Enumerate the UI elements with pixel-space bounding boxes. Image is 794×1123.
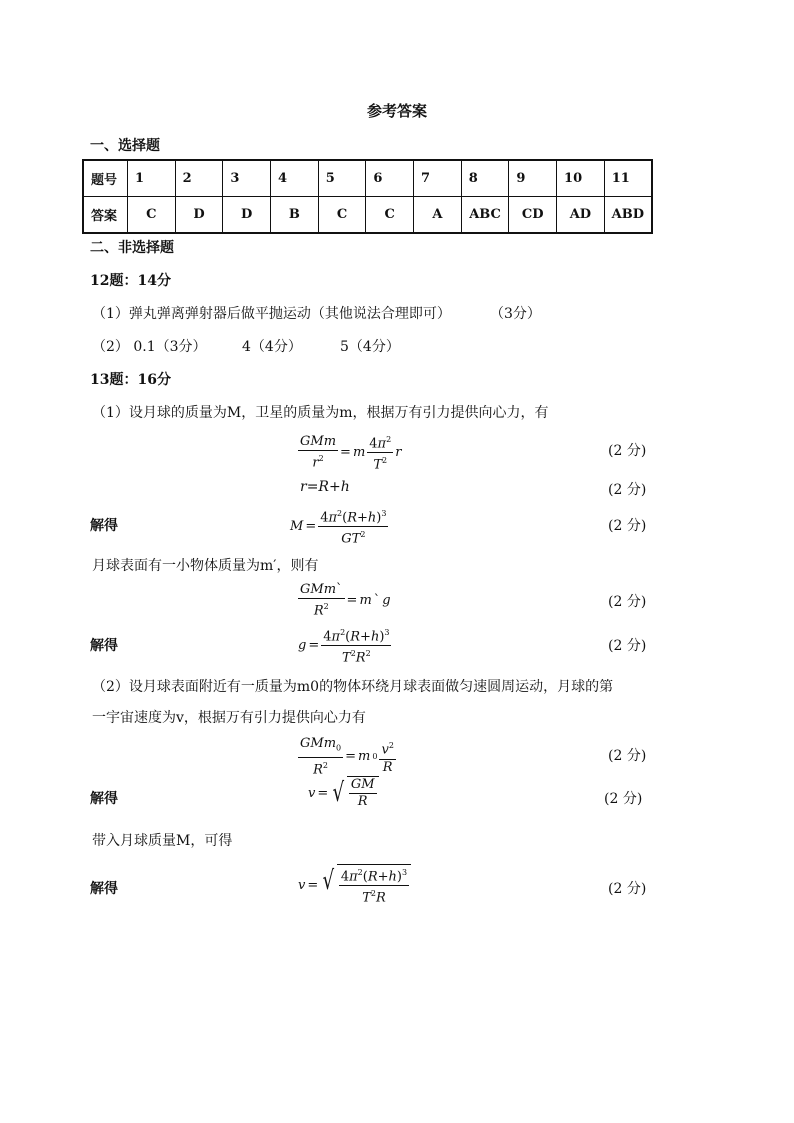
solve-label: 解得 [90,791,118,807]
q13-paragraph-1: （1）设月球的质量为M，卫星的质量为m，根据万有引力提供向心力，有 [92,405,549,421]
eq1-score: (2 分) [608,443,647,459]
q12-line2-c: 5（4分） [340,339,400,355]
q12-line2-a: （2） 0.1（3分） [92,339,207,355]
solve-label: 解得 [90,881,118,897]
eq7-score: (2 分) [604,791,643,807]
question-number-cell: 9 [509,160,557,197]
question-number-cell: 2 [175,160,223,197]
equation-velocity-sqrt: v = √ $\frac{GM}{R}$ [308,776,379,810]
question-number-cell: 10 [557,160,605,197]
eq5-score: (2 分) [608,638,647,654]
question-number-cell: 11 [604,160,652,197]
question-number-cell: 1 [128,160,176,197]
answer-cell: ABD [604,197,652,234]
eq2-score: (2 分) [608,482,647,498]
section-heading-nonchoice: 二、非选择题 [90,240,174,256]
question-number-cell: 7 [414,160,462,197]
answer-table [82,159,653,234]
equation-first-cosmic-velocity: $\frac{GMm_0}{R^2}$ = m 0 $\frac{v^2}{R}$ [300,736,394,777]
q12-heading: 12题：14分 [90,273,171,289]
table-header-cell: 题号 [83,160,128,197]
answer-table-row-answers [83,197,652,234]
answer-cell: AD [557,197,605,234]
answer-cell: D [175,197,223,234]
answer-cell: A [414,197,462,234]
equation-orbit-radius: r=R+h [300,479,350,495]
q13-paragraph-3-line1: （2）设月球表面附近有一质量为m0的物体环绕月球表面做匀速圆周运动，月球的第 [92,679,614,695]
answer-table-row-numbers [83,160,652,197]
q13-paragraph-3-line2: 一宇宙速度为v，根据万有引力提供向心力有 [92,710,366,726]
answer-cell: D [223,197,271,234]
answer-cell: C [318,197,366,234]
answer-cell: ABC [461,197,509,234]
table-header-cell: 答案 [83,197,128,234]
eq8-score: (2 分) [608,881,647,897]
equation-surface-gravity: $\frac{\text{GMm`}}{R^2}$ = m ` g [300,582,391,619]
solve-label: 解得 [90,638,118,654]
answer-cell: C [366,197,414,234]
q13-paragraph-2: 月球表面有一小物体质量为m′，则有 [92,558,319,574]
q12-line1-score: （3分） [490,306,541,322]
q13-heading: 13题：16分 [90,372,171,388]
question-number-cell: 8 [461,160,509,197]
eq4-score: (2 分) [608,594,647,610]
question-number-cell: 6 [366,160,414,197]
equation-surface-g: g = $\frac{4\pi^2(R+h)^3}{T^2R^2}$ [298,625,391,667]
section-heading-choice: 一、选择题 [90,138,160,154]
solve-label: 解得 [90,518,118,534]
eq6-score: (2 分) [608,748,647,764]
question-number-cell: 3 [223,160,271,197]
eq3-score: (2 分) [608,518,647,534]
q12-line1: （1）弹丸弹离弹射器后做平抛运动（其他说法合理即可） [92,306,451,322]
q13-paragraph-4: 带入月球质量M，可得 [92,833,233,849]
page-title: 参考答案 [366,102,427,120]
question-number-cell: 5 [318,160,366,197]
equation-gravity-centripetal: $\frac{\text{GMm}}{r^2}$ = m $\frac{4\pi^2}{T^2}$ r [298,432,401,474]
equation-velocity-final: v = √ $\frac{4\pi^2(R+h)^3}{T^2R}$ [298,864,411,907]
q12-line2-b: 4（4分） [242,339,302,355]
answer-cell: B [271,197,319,234]
question-number-cell: 4 [271,160,319,197]
answer-cell: C [128,197,176,234]
answer-cell: CD [509,197,557,234]
equation-moon-mass: M = $\frac{4\pi^2(R+h)^3}{GT^2}$ [290,506,388,548]
